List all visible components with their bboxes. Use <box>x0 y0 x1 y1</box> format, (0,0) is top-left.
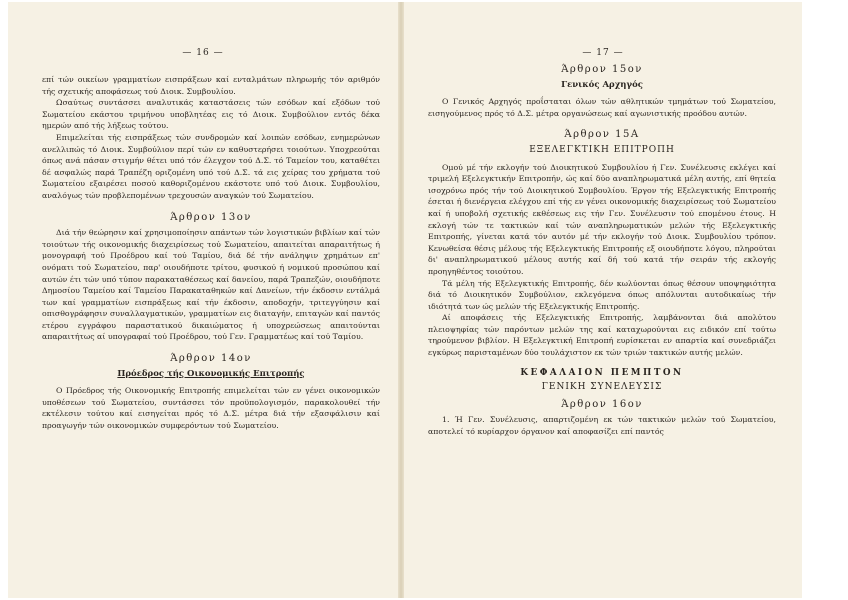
paragraph: Ομού μέ τήν εκλογήν τού Διοικητικού Συμβουλίου ή Γεν. Συνέλευσις εκλέγει καί τριμελή Εξελεγκτικήν Επιτροπήν, ώς καί δύο αναπληρωματικά μέλη αυτής, επί θητεία ισοχρόνω πρός τήν τού Διοικητικού Συμβουλίου. Έργον τής Εξελεγκτικής Επιτροπής έσεται ή διενέργεια ελέγχου επί τής εν γένει οικονομικής διαχειρίσεως τού Σωματείου καί ή υποβολή σχετικής εκθέσεως εις τήν Γεν. Συνέλευσιν τού επομένου έτους. Η εκλογή τών τε τακτικών καί τών αναπληρωματικών μελών τής Εξελεγκτικής Επιτροπής, γίνεται κατά τόν αυτόν μέ τήν εκλογήν τού Διοικ. Συμβουλίου τρόπον. Κενωθείσα θέσις μέλους τής Εξελεγκτικής Επιτροπής εξ οιουδήποτε λόγου, πληρούται δι' αναπληρωματικού μέλους αυτής καί δή τού κατά τήν σειράν τής εκλογής προηγηθέντος τοιούτου. <box>428 162 776 276</box>
article-heading: Άρθρον 16ον <box>561 398 643 410</box>
paragraph: Διά τήν θεώρησιν καί χρησιμοποίησιν απάντων τών λογιστικών βιβλίων καί τών τοιούτων τής οικονομικής διαχειρίσεως τού Σωματείου, απαιτείται απαραιτήτως ή μονογραφή τού Προέδρου καί τού Ταμίου, διά δέ τήν ανάληψιν χρημάτων επ' ονόματι τού Σωματείου, παρ' οιουδήποτε τρίτου, φυσικού ή νομικού προσώπου καί αυτών έτι τών υπό τύπον παρακαταθέσεως καί δανείου, παρά Τραπεζών, οιουδήποτε Δημοσίου Ταμείου καί Ταμείου Παρακαταθηκών καί Δανείων, τήν έκδοσιν εντάλμά των καί γραμματίων εισπράξεως καί τήν έκδοσιν, αποδοχήν, τριτεγγύησιν καί οπισθογράφησιν συναλλαγματικών, γραμματίων εις διαταγήν, επιταγών καί παντός ετέρου εγγράφου παραστατικού δικαιώματος ή υποχρεώσεως απαιτούνται απαραιτήτως αί υπογραφαί τού Προέδρου, τού Γεν. Γραμματέως καί τού Ταμίου. <box>42 228 380 342</box>
paragraph: Τά μέλη τής Εξελεγκτικής Επιτροπής, δέν κωλύονται όπως θέσουν υποψηφιότητα διά τό Διοικητικόν Συμβούλιον, εκλεγόμενα όπως απόλυνται αυτοδικαίως τήν ιδιότητά των ώς μελών τής Εξελεγκτικής Επιτροπής. <box>428 278 776 311</box>
chapter-title: ΓΕΝΙΚΗ ΣΥΝΕΛΕΥΣΙΣ <box>541 382 663 393</box>
paragraph: Αί αποφάσεις τής Εξελεγκτικής Επιτροπής, λαμβάνονται διά απολύτου πλειοψηφίας τών παρόντων μελών της καί καταχωρούνται εις ειδικόν επί τούτω τηρούμενον βιβλίον. Η Εξελεγκτική Επιτροπή ευρίσκεται εν απαρτία καί συνεδριάζει εγκύρως παρισταμένων δύο τουλάχιστον εκ τών τριών τακτικών αυτής μελών. <box>428 313 776 358</box>
chapter-heading: ΚΕΦΑΛΑΙΟΝ ΠΕΜΠΤΟΝ <box>520 367 684 378</box>
article-title: ΕΞΕΛΕΓΚΤΙΚΗ ΕΠΙΤΡΟΠΗ <box>529 144 675 155</box>
article-heading: Άρθρον 14ον <box>170 353 252 365</box>
right-page <box>404 2 802 598</box>
page-number: — 16 — <box>182 48 224 58</box>
paragraph: Ο Γενικός Αρχηγός προΐσταται όλων τών αθλητικών τμημάτων τού Σωματείου, εισηγούμενος πρός τό Δ.Σ. μέτρα οργανώσεως καί αγωνιστικής προόδου αυτών. <box>428 97 776 118</box>
page-number: — 17 — <box>582 48 624 58</box>
paragraph: Επιμελείται τής εισπράξεως τών συνδρομών καί λοιπών εσόδων, ενημερώνων ανελλιπώς τό Διοικ. Συμβούλιον περί τών εν καθυστερήσει τοιούτων. Υποχρεούται όπως ανά πάσαν στιγμήν θέτει υπό τόν έλεγχον τού Δ.Σ. τό Ταμείον του, καταθέτει δέ ασφαλώς παρά Τραπέζη οριζομένη υπό τού Δ.Σ. τά εις χείρας του χρήματα τού Σωματείου εξαιρέσει ποσού καθοριζομένου εκάστοτε υπό τού Διοικ. Συμβουλίου, αναλόγως τών προβλεπομένων τρεχουσών αναγκών τού Σωματείου. <box>42 132 380 200</box>
article-heading: Άρθρον 15ον <box>561 64 643 75</box>
article-heading: Άρθρον 15Α <box>564 129 640 141</box>
article-title: Πρόεδρος τής Οικονομικής Επιτροπής <box>117 368 305 379</box>
article-heading: Άρθρον 13ον <box>170 211 252 223</box>
page-body <box>428 64 776 438</box>
left-page <box>8 2 398 598</box>
article-title: Γενικός Αρχηγός <box>561 79 643 90</box>
paragraph: 1. Ή Γεν. Συνέλευσις, απαρτιζομένη εκ τών τακτικών μελών τού Σωματείου, αποτελεί τό κυρίαρχον όργανον καί αποφασίζει επί παντός <box>428 415 776 437</box>
page-body <box>42 74 380 432</box>
paragraph: Ωσαύτως συντάσσει αναλυτικάς καταστάσεις τών εσόδων καί εξόδων τού Σωματείου εκάστου τριμήνου υποβλητέας εις τό Διοικ. Συμβούλιον εντός δέκα ημερών από τής λήξεως τούτου. <box>42 98 380 131</box>
paragraph: Ο Πρόεδρος τής Οικονομικής Επιτροπής επιμελείται τών εν γένει οικονομικών υποθέσεων τού Σωματείου, συντάσσει τόν προϋπολογισμόν, παρακολουθεί τήν εκτέλεσιν τούτου καί εισηγείται πρός τό Δ.Σ. μέτρα διά τήν εξασφάλισιν καί προαγωγήν τών οικονομικών συμφερόντων τού Σωματείου. <box>42 386 380 431</box>
paragraph: επί τών οικείων γραμματίων εισπράξεων καί ενταλμάτων πληρωμής τόν αριθμόν τής σχετικής αποφάσεως τού Διοικ. Συμβουλίου. <box>42 75 380 96</box>
